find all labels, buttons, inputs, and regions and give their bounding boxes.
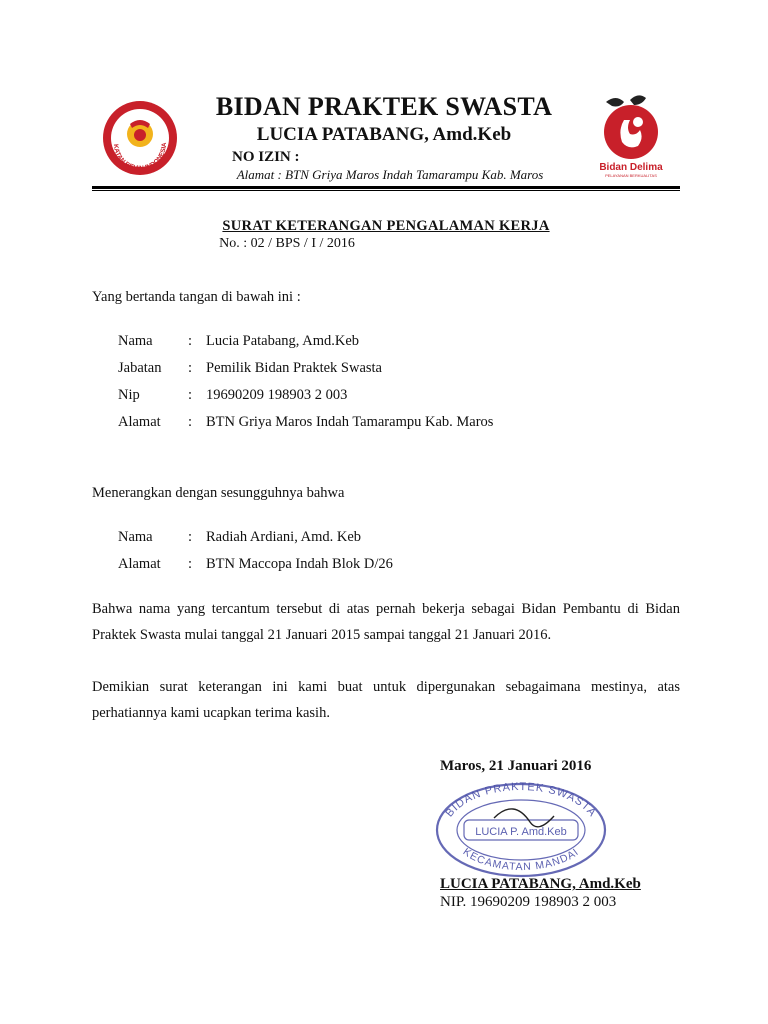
field-value: Radiah Ardiani, Amd. Keb bbox=[206, 529, 362, 545]
signature-place-date: Maros, 21 Januari 2016 bbox=[440, 758, 592, 774]
official-stamp bbox=[434, 778, 608, 878]
letterhead-rule-thick bbox=[92, 186, 680, 189]
stamp-middle-text: LUCIA P. Amd.Keb bbox=[475, 826, 567, 838]
letterhead-name: LUCIA PATABANG, Amd.Keb bbox=[256, 124, 512, 145]
paragraph-employment: Bahwa nama yang tercantum tersebut di atas pernah bekerja sebagai Bidan Pembantu di Bidan Praktek Swasta mulai tanggal 21 Januari 2015 sampai tanggal 21 Januari 2016. bbox=[92, 601, 680, 643]
field-value: Pemilik Bidan Praktek Swasta bbox=[206, 360, 382, 376]
letterhead-address: Alamat : BTN Griya Maros Indah Tamarampu Kab. Maros bbox=[236, 167, 544, 182]
right-logo-subtext: PELAYANAN BERKUALITAS bbox=[605, 173, 657, 178]
signer-row bbox=[118, 382, 678, 408]
left-logo-text: KATAN BIDAN INDONESIA bbox=[111, 142, 169, 173]
signer-row bbox=[118, 355, 678, 381]
field-colon: : bbox=[188, 360, 193, 376]
stamp-bottom-text: KECAMATAN MANDAI bbox=[460, 845, 582, 874]
states-text: Menerangkan dengan sesungguhnya bahwa bbox=[92, 485, 345, 501]
field-label: Nama bbox=[118, 529, 153, 545]
document-number: No. : 02 / BPS / I / 2016 bbox=[219, 236, 355, 251]
right-logo-text: Bidan Delima bbox=[599, 162, 663, 173]
field-value: Lucia Patabang, Amd.Keb bbox=[206, 333, 360, 349]
signature-name: LUCIA PATABANG, Amd.Keb bbox=[440, 876, 641, 892]
ikatan-bidan-indonesia-logo bbox=[100, 98, 180, 178]
subject-row bbox=[118, 551, 678, 577]
field-colon: : bbox=[188, 333, 193, 349]
field-value: BTN Griya Maros Indah Tamarampu Kab. Maros bbox=[206, 414, 494, 430]
signature-nip: NIP. 19690209 198903 2 003 bbox=[440, 894, 617, 910]
signer-row bbox=[118, 409, 678, 435]
intro-text: Yang bertanda tangan di bawah ini : bbox=[92, 289, 301, 305]
field-value: 19690209 198903 2 003 bbox=[206, 387, 348, 403]
signer-row bbox=[118, 328, 678, 354]
field-label: Alamat bbox=[118, 556, 161, 572]
letterhead-izin: NO IZIN : bbox=[232, 149, 300, 165]
field-colon: : bbox=[188, 414, 193, 430]
field-label: Nip bbox=[118, 387, 140, 403]
document-title: SURAT KETERANGAN PENGALAMAN KERJA bbox=[222, 218, 550, 234]
bidan-delima-logo bbox=[586, 90, 676, 180]
field-colon: : bbox=[188, 529, 193, 545]
letterhead-title: BIDAN PRAKTEK SWASTA bbox=[215, 92, 553, 121]
field-label: Nama bbox=[118, 333, 153, 349]
subject-row bbox=[118, 524, 678, 550]
field-colon: : bbox=[188, 387, 193, 403]
field-label: Alamat bbox=[118, 414, 161, 430]
field-label: Jabatan bbox=[118, 360, 162, 376]
paragraph-closing: Demikian surat keterangan ini kami buat untuk dipergunakan sebagaimana mestinya, atas perhatiannya kami ucapkan terima kasih. bbox=[92, 679, 680, 721]
stamp-top-text: BIDAN PRAKTEK SWASTA bbox=[443, 780, 599, 820]
letterhead-rule-thin bbox=[92, 190, 680, 191]
field-value: BTN Maccopa Indah Blok D/26 bbox=[206, 556, 393, 572]
field-colon: : bbox=[188, 556, 193, 572]
